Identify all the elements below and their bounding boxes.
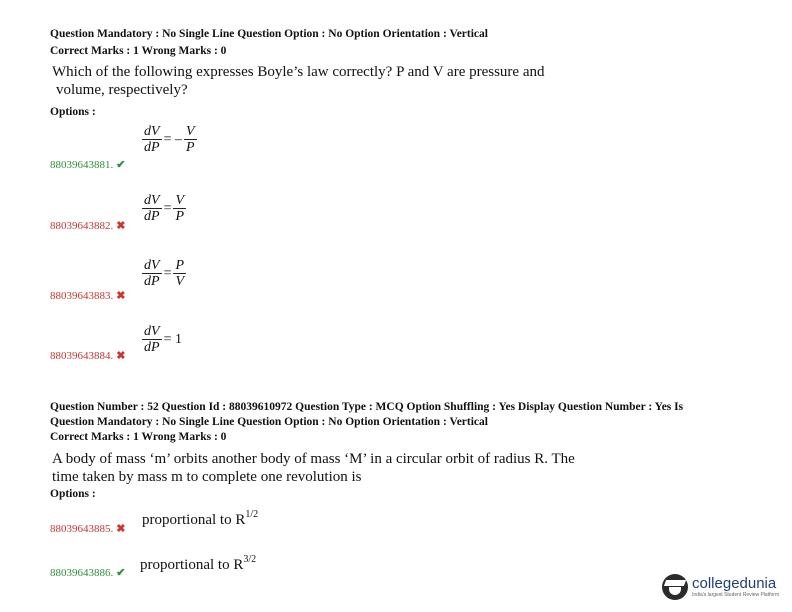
logo-wordmark: collegedunia bbox=[692, 575, 777, 592]
question-header-line: Question Number : 52 Question Id : 88039610972 Question Type : MCQ Option Shuffling : Yes Display Question Number : Yes Is bbox=[50, 401, 684, 413]
fraction-numerator: V bbox=[185, 124, 195, 139]
fraction-denominator: V bbox=[175, 274, 185, 289]
cross-icon: ✖ bbox=[116, 290, 126, 302]
cross-icon: ✖ bbox=[116, 220, 126, 232]
cross-icon: ✖ bbox=[116, 350, 126, 362]
fraction-denominator: dP bbox=[144, 274, 160, 289]
option-id: 88039643885. bbox=[50, 523, 114, 535]
fraction-denominator: dP bbox=[144, 209, 160, 224]
equals-sign: = 1 bbox=[163, 331, 182, 347]
fraction-numerator: dV bbox=[144, 124, 160, 139]
option-id: 88039643883. bbox=[50, 290, 114, 302]
graduation-cap-icon bbox=[662, 574, 688, 600]
option-text bbox=[142, 511, 258, 531]
check-icon: ✔ bbox=[116, 159, 126, 171]
options-label: Options : bbox=[50, 488, 96, 500]
fraction-numerator: dV bbox=[144, 324, 160, 339]
option-id: 88039643882. bbox=[50, 220, 114, 232]
fraction-numerator: dV bbox=[144, 258, 160, 273]
option-id: 88039643881. bbox=[50, 159, 114, 171]
fraction-numerator: V bbox=[175, 193, 185, 208]
option-row bbox=[50, 158, 125, 171]
option-formula bbox=[142, 124, 197, 155]
collegedunia-logo bbox=[662, 574, 779, 600]
option-row bbox=[50, 566, 125, 579]
question-text-line-1: Which of the following expresses Boyle’s law correctly? P and V are pressure and bbox=[52, 64, 545, 80]
fraction-numerator: P bbox=[175, 258, 185, 273]
logo-tagline: India's largest Student Review Platform bbox=[692, 592, 780, 598]
check-icon: ✔ bbox=[116, 567, 126, 579]
equals-sign: = bbox=[163, 200, 172, 216]
fraction-denominator: P bbox=[185, 140, 195, 155]
option-text-body: proportional to R bbox=[140, 557, 244, 573]
exponent: 1/2 bbox=[245, 509, 259, 520]
question-marks-line: Correct Marks : 1 Wrong Marks : 0 bbox=[50, 431, 227, 443]
question-meta-line: Question Mandatory : No Single Line Question Option : No Option Orientation : Vertical bbox=[50, 28, 488, 40]
option-formula bbox=[142, 193, 186, 224]
option-formula bbox=[142, 258, 186, 289]
question-text-line-2: volume, respectively? bbox=[56, 82, 188, 98]
equals-sign: = bbox=[163, 265, 172, 281]
options-label: Options : bbox=[50, 106, 96, 118]
option-text bbox=[140, 556, 256, 576]
fraction-denominator: dP bbox=[144, 340, 160, 355]
fraction-numerator: dV bbox=[144, 193, 160, 208]
option-id: 88039643886. bbox=[50, 567, 114, 579]
equals-sign: = – bbox=[163, 131, 182, 147]
question-marks-line: Correct Marks : 1 Wrong Marks : 0 bbox=[50, 45, 227, 57]
question-meta-line: Question Mandatory : No Single Line Question Option : No Option Orientation : Vertical bbox=[50, 416, 488, 428]
option-formula bbox=[142, 324, 184, 355]
option-id: 88039643884. bbox=[50, 350, 114, 362]
question-text-line-2: time taken by mass m to complete one revolution is bbox=[52, 469, 362, 485]
option-row bbox=[50, 522, 125, 535]
option-row bbox=[50, 219, 125, 232]
option-row bbox=[50, 289, 125, 302]
fraction-denominator: dP bbox=[144, 140, 160, 155]
cross-icon: ✖ bbox=[116, 523, 126, 535]
option-row bbox=[50, 349, 125, 362]
fraction-denominator: P bbox=[175, 209, 185, 224]
exponent: 3/2 bbox=[243, 554, 257, 565]
option-text-body: proportional to R bbox=[142, 512, 246, 528]
question-text-line-1: A body of mass ‘m’ orbits another body of mass ‘M’ in a circular orbit of radius R. The bbox=[52, 451, 575, 467]
